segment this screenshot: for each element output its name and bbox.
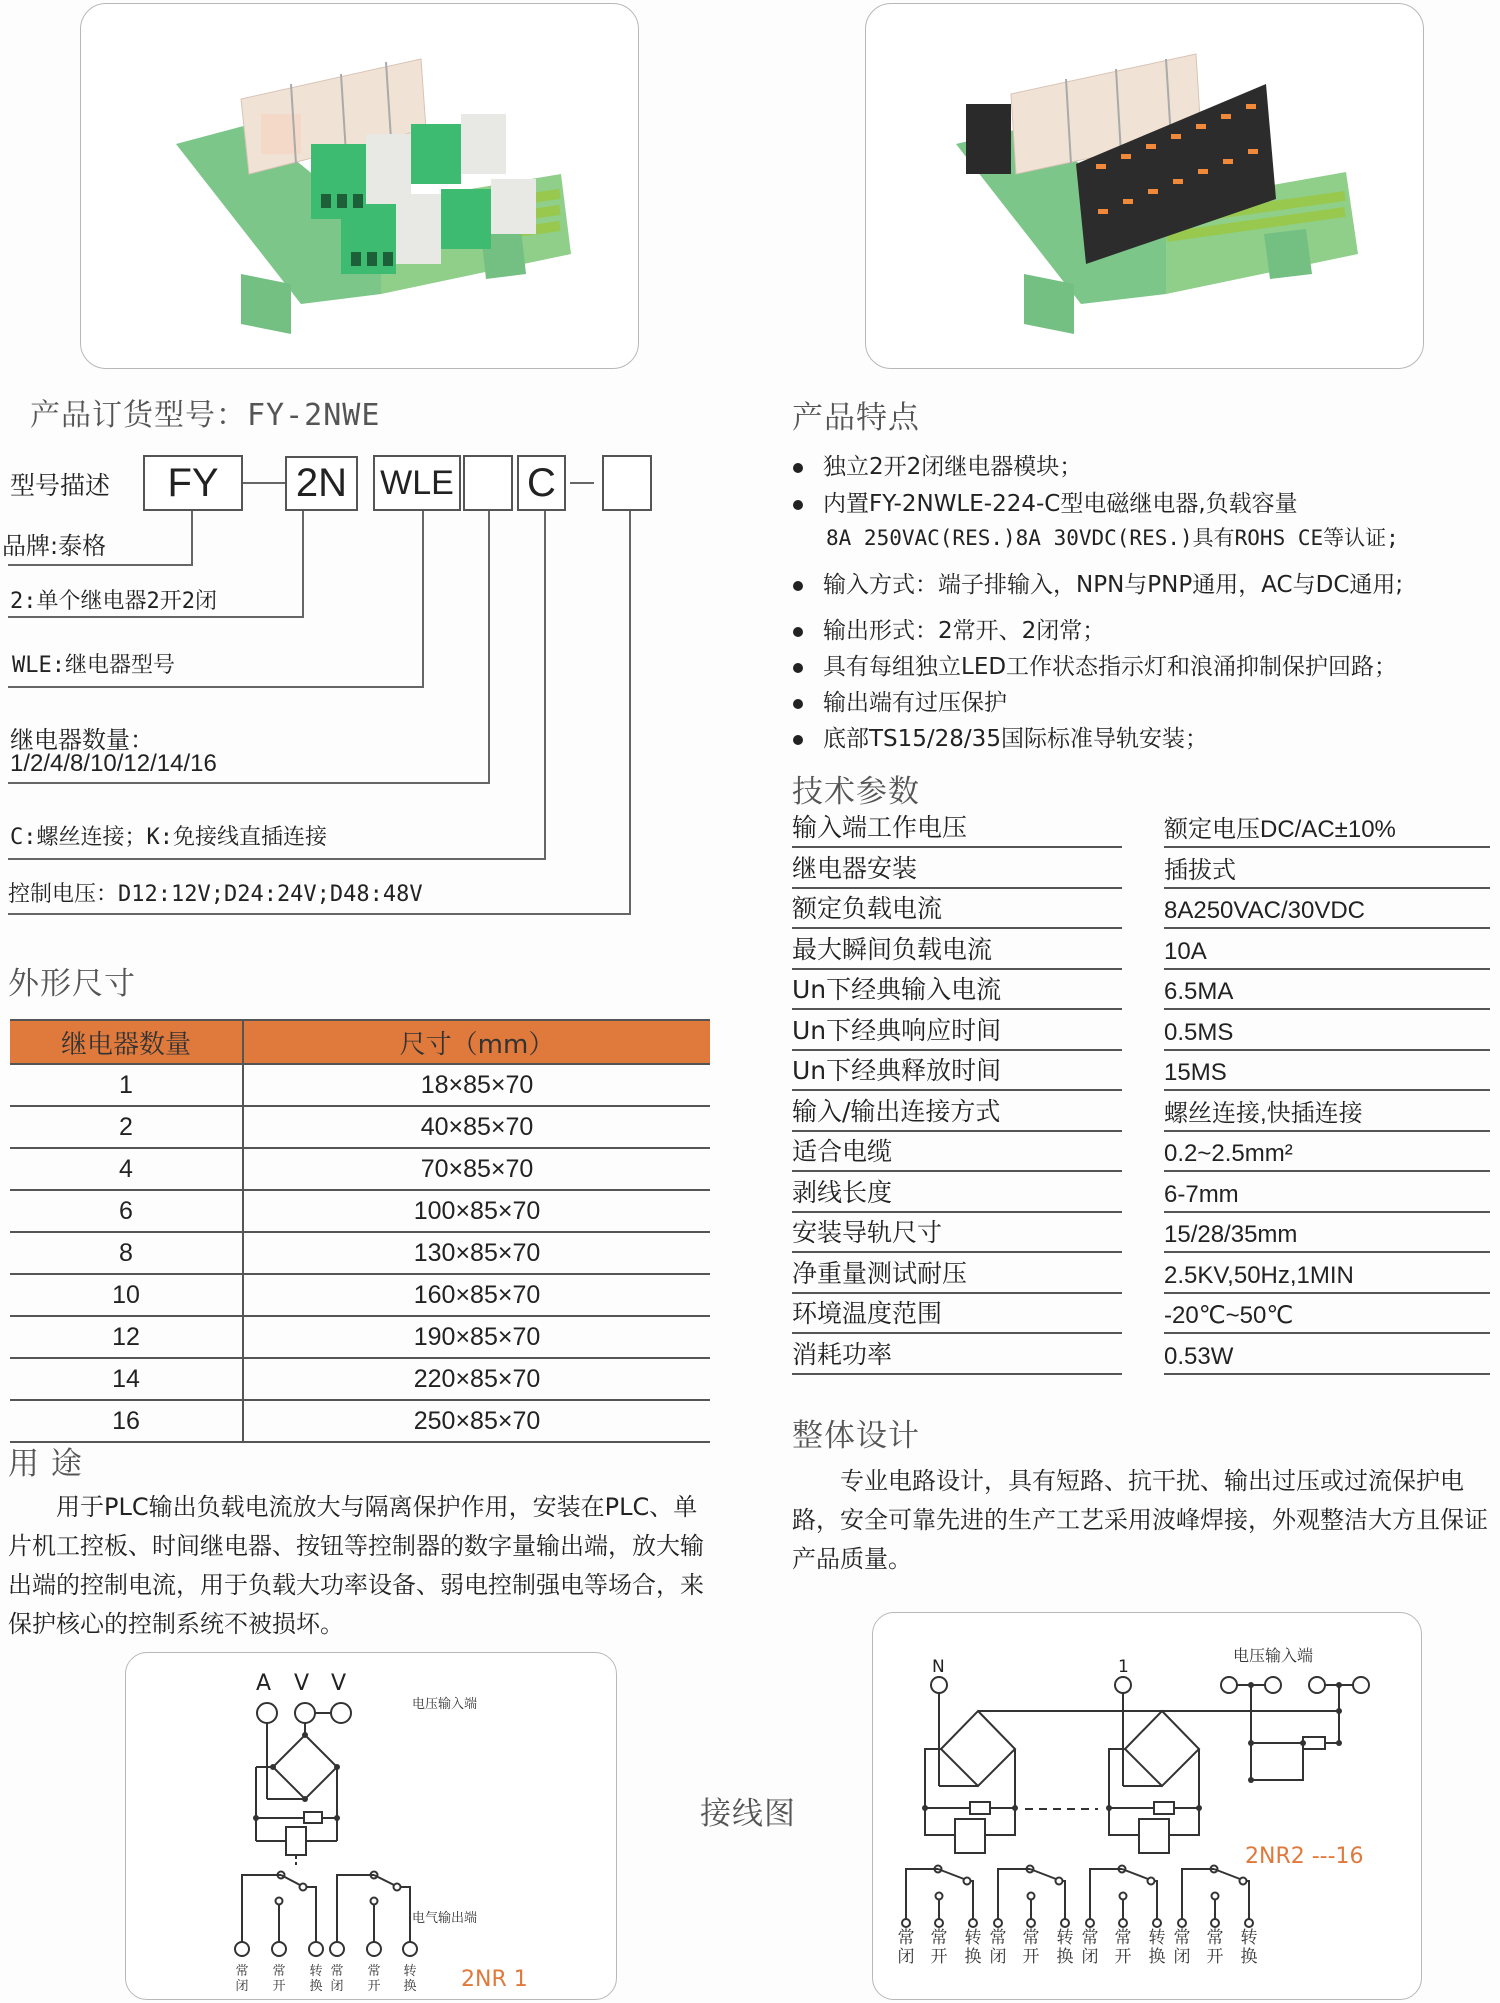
usage-text: 用于PLC输出负载电流放大与隔离保护作用，安装在PLC、单片机工控板、时间继电器、按钮等控制器的数字量输出端，放大输出端的控制电流，用于负载大功率设备、弱电控制强电等场合，来保护核心的控制系统不被损坏。	[8, 1493, 704, 1638]
leader-line	[8, 616, 304, 618]
spec-label: 净重量测试耐压	[792, 1258, 968, 1288]
leader-line	[629, 511, 631, 914]
contact-label: 开	[1206, 1947, 1224, 1967]
input-terminal-label: 电压输入端	[412, 1697, 478, 1712]
spec-row	[792, 889, 1492, 929]
legend-voltage: 控制电压：D12:12V;D24:24V;D48:48V	[8, 882, 423, 907]
contact-label: 开	[1022, 1947, 1040, 1967]
bullet-icon	[793, 581, 803, 591]
size: 40×85×70	[243, 1106, 710, 1148]
contact-wire	[1120, 1893, 1127, 1900]
spec-value: 15/28/35mm	[1164, 1221, 1298, 1248]
contact-label: 换	[1148, 1947, 1166, 1967]
relay-count: 4	[10, 1148, 243, 1190]
input-terminal-label: 电压输入端	[1233, 1646, 1314, 1665]
contact-label: 闭	[1081, 1947, 1099, 1967]
contact-label: 常	[930, 1928, 948, 1948]
spec-value: 额定电压DC/AC±10%	[1164, 816, 1396, 843]
bullet-icon	[793, 627, 803, 637]
contact-wire	[1062, 1881, 1065, 1919]
spec-label: 适合电缆	[792, 1137, 893, 1166]
leader-line	[191, 511, 193, 565]
connector-line	[243, 482, 285, 484]
spec-label: Un下经典输入电流	[792, 975, 1002, 1004]
spec-row	[792, 1092, 1492, 1132]
relay-count: 14	[10, 1358, 243, 1400]
design-text: 专业电路设计，具有短路、抗干扰、输出过压或过流保护电路，安全可靠先进的生产工艺采用波峰焊接，外观整洁大方且保证产品质量。	[792, 1467, 1488, 1573]
contact-wire	[994, 1919, 1002, 1927]
contact-wire	[1028, 1893, 1035, 1900]
order-model-title: 产品订货型号：FY-2NWE	[30, 398, 381, 433]
spec-label: 继电器安装	[792, 853, 918, 883]
spec-label: 剥线长度	[792, 1177, 893, 1207]
contact-label: 常	[1173, 1928, 1191, 1948]
table-row	[10, 1190, 710, 1232]
spec-row	[792, 808, 1492, 848]
size: 100×85×70	[243, 1190, 710, 1232]
contact-label: 开	[367, 1979, 381, 1994]
leader-line	[8, 858, 546, 860]
contact-wire	[1090, 1869, 1122, 1919]
contact-label: 换	[309, 1979, 323, 1994]
terminal-label: V	[331, 1671, 347, 1696]
size: 220×85×70	[243, 1358, 710, 1400]
relay-count: 12	[10, 1316, 243, 1358]
contact-wire	[1119, 1919, 1127, 1927]
feature-text: 独立2开2闭继电器模块；	[823, 454, 1083, 480]
terminal-label: V	[294, 1671, 310, 1696]
contact-label: 转	[309, 1964, 323, 1979]
spec-row	[792, 849, 1492, 889]
feature-item	[793, 720, 1208, 753]
model-box-voltage	[602, 455, 652, 511]
spec-value: 15MS	[1164, 1059, 1227, 1086]
wiring-diagram-single	[125, 1652, 617, 2000]
contact-wire	[935, 1919, 943, 1927]
leader-line	[8, 782, 490, 784]
table-header-row	[10, 1020, 710, 1064]
wiring-label: 接线图	[700, 1796, 796, 1832]
contact-label: 常	[330, 1964, 344, 1979]
legend-connection: C:螺丝连接；K:免接线直插连接	[10, 825, 327, 850]
relay-count: 1	[10, 1064, 243, 1106]
spec-value: 2.5KV,50Hz,1MIN	[1164, 1261, 1354, 1289]
spec-row	[792, 1254, 1492, 1294]
legend-type: 2:单个继电器2开2闭	[10, 589, 217, 614]
terminal-label: N	[932, 1657, 945, 1677]
leader-line	[302, 511, 304, 617]
spec-row	[792, 1213, 1492, 1253]
spec-row	[792, 930, 1492, 970]
dimensions-title: 外形尺寸	[8, 966, 136, 1002]
contact-label: 换	[1240, 1947, 1258, 1967]
table-row	[10, 1106, 710, 1148]
contact-label: 常	[367, 1964, 381, 1979]
leader-line	[422, 511, 424, 687]
contact-label: 开	[930, 1947, 948, 1967]
legend-count-label: 继电器数量：	[10, 726, 154, 754]
size: 18×85×70	[243, 1064, 710, 1106]
relay-count: 10	[10, 1274, 243, 1316]
contact-wire	[1154, 1881, 1157, 1919]
table-row	[10, 1148, 710, 1190]
feature-item	[793, 684, 1007, 717]
spec-value: 螺丝连接,快插连接	[1164, 1099, 1363, 1127]
spec-label: 额定负载电流	[792, 894, 943, 923]
circuit-schematic	[126, 1653, 616, 1999]
feature-text: 输出端有过压保护	[823, 690, 1007, 716]
column-header: 继电器数量	[10, 1020, 243, 1064]
specs-title: 技术参数	[792, 774, 920, 810]
contact-label: 闭	[897, 1947, 915, 1967]
spec-row	[792, 1294, 1492, 1334]
legend-brand: 品牌:泰格	[2, 532, 107, 560]
contact-wire	[1246, 1881, 1249, 1919]
size: 130×85×70	[243, 1232, 710, 1274]
bullet-icon	[793, 663, 803, 673]
relay-count: 8	[10, 1232, 243, 1274]
contact-label: 常	[272, 1964, 286, 1979]
size: 190×85×70	[243, 1316, 710, 1358]
contact-label: 转	[964, 1928, 982, 1948]
contact-wire	[1086, 1919, 1094, 1927]
usage-title: 用 途	[8, 1446, 83, 1482]
contact-label: 常	[1206, 1928, 1224, 1948]
relay-count: 2	[10, 1106, 243, 1148]
spec-label: 环境温度范围	[792, 1299, 943, 1328]
contact-label: 常	[1081, 1928, 1099, 1948]
contact-label: 换	[403, 1979, 417, 1994]
feature-item	[793, 566, 1403, 599]
spec-label: 最大瞬间负载电流	[792, 934, 993, 964]
contact-wire	[936, 1893, 943, 1900]
spec-value: 6.5MA	[1164, 978, 1234, 1005]
contact-wire	[969, 1919, 977, 1927]
contact-wire	[970, 1881, 973, 1919]
contact-label: 开	[272, 1979, 286, 1994]
contact-label: 常	[235, 1964, 249, 1979]
model-label: 2NR 1	[461, 1967, 528, 1992]
relay-module-illustration	[866, 4, 1423, 368]
product-photo-pushin	[865, 3, 1424, 369]
feature-text: 输出形式：2常开、2闭常；	[823, 618, 1106, 644]
contact-wire	[1211, 1919, 1219, 1927]
size: 70×85×70	[243, 1148, 710, 1190]
spec-value: 6-7mm	[1164, 1180, 1239, 1208]
model-box-brand: FY	[143, 455, 243, 511]
spec-value: -20℃~50℃	[1164, 1302, 1294, 1329]
feature-item	[793, 612, 1105, 645]
contact-labels	[898, 1928, 1258, 1967]
relay-count: 6	[10, 1190, 243, 1232]
table-row	[10, 1400, 710, 1442]
spec-value: 10A	[1164, 937, 1207, 965]
feature-text: 输入方式：端子排输入，NPN与PNP通用，AC与DC通用;	[823, 572, 1404, 598]
spec-row	[792, 970, 1492, 1010]
contact-wire	[964, 1878, 971, 1885]
column-header: 尺寸（mm）	[243, 1020, 710, 1064]
feature-text: 内置FY-2NWLE-224-C型电磁继电器,负载容量	[823, 491, 1298, 517]
leader-line	[488, 511, 490, 783]
feature-text: 具有每组独立LED工作状态指示灯和浪涌抑制保护回路；	[823, 654, 1398, 680]
features-title: 产品特点	[792, 400, 920, 436]
spec-row	[792, 1132, 1492, 1172]
contact-label: 转	[1148, 1928, 1166, 1948]
connector-line	[570, 482, 594, 484]
contact-wire	[1056, 1878, 1063, 1885]
bullet-icon	[793, 699, 803, 709]
spec-label: Un下经典响应时间	[792, 1015, 1002, 1045]
feature-text: 底部TS15/28/35国际标准导轨安装；	[823, 726, 1208, 752]
output-terminal-label: 电气输出端	[412, 1911, 478, 1926]
leader-line	[544, 511, 546, 859]
spec-label: 输入端工作电压	[792, 813, 968, 842]
size: 160×85×70	[243, 1274, 710, 1316]
contact-label: 转	[403, 1964, 417, 1979]
product-photo-screw	[80, 3, 639, 369]
contact-label: 开	[1114, 1947, 1132, 1967]
model-box-connection: C	[517, 455, 566, 511]
legend-relay: WLE:继电器型号	[12, 653, 175, 678]
table-row	[10, 1316, 710, 1358]
table-row	[10, 1232, 710, 1274]
spec-value: 0.53W	[1164, 1342, 1234, 1370]
feature-item-continued	[826, 522, 1399, 552]
circuit-schematic	[873, 1613, 1421, 1999]
bullet-icon	[793, 463, 803, 473]
contact-wire	[1182, 1869, 1214, 1919]
legend-count-values: 1/2/4/8/10/12/14/16	[10, 750, 217, 777]
contact-label: 常	[897, 1928, 915, 1948]
contact-label: 常	[989, 1928, 1007, 1948]
spec-value: 0.5MS	[1164, 1018, 1234, 1046]
spec-row	[792, 1173, 1492, 1213]
relay-module-illustration	[81, 4, 638, 368]
leader-line	[8, 913, 631, 915]
contact-wire	[1027, 1919, 1035, 1927]
contact-label: 常	[1022, 1928, 1040, 1948]
spec-value: 插拔式	[1164, 856, 1236, 884]
contact-wire	[902, 1919, 910, 1927]
wiring-diagram-multi	[872, 1612, 1422, 2000]
contact-wire	[998, 1869, 1030, 1919]
model-box-type: 2N	[285, 456, 358, 511]
spec-row	[792, 1051, 1492, 1091]
leader-line	[8, 564, 193, 566]
contact-label: 闭	[235, 1979, 249, 1994]
contact-label: 闭	[330, 1979, 344, 1994]
spec-row	[792, 1335, 1492, 1375]
contact-label: 转	[1240, 1928, 1258, 1948]
contact-label: 换	[1056, 1947, 1074, 1967]
dimensions-table	[10, 1019, 710, 1443]
spec-label: 安装导轨尺寸	[792, 1218, 943, 1247]
divider	[1164, 1373, 1490, 1375]
terminal-label: 1	[1118, 1657, 1129, 1677]
contact-wire	[1153, 1919, 1161, 1927]
model-box-relay: WLE	[373, 455, 461, 511]
contact-label: 转	[1056, 1928, 1074, 1948]
contact-wire	[1245, 1919, 1253, 1927]
spec-row	[792, 1011, 1492, 1051]
table-row	[10, 1274, 710, 1316]
leader-line	[8, 686, 424, 688]
table-row	[10, 1064, 710, 1106]
bullet-icon	[793, 500, 803, 510]
model-desc-label: 型号描述	[10, 471, 111, 500]
contact-label: 换	[964, 1947, 982, 1967]
contact-label: 常	[1114, 1928, 1132, 1948]
design-title: 整体设计	[792, 1418, 920, 1454]
contact-labels	[235, 1963, 416, 1994]
feature-item	[793, 448, 1082, 481]
feature-item	[793, 648, 1397, 681]
terminal-label: A	[256, 1671, 272, 1696]
contact-wire	[1178, 1919, 1186, 1927]
contact-label: 闭	[1173, 1947, 1191, 1967]
relay-count: 16	[10, 1400, 243, 1442]
table-row	[10, 1358, 710, 1400]
feature-item	[793, 485, 1298, 518]
contact-wire	[1148, 1878, 1155, 1885]
contact-wire	[1240, 1878, 1247, 1885]
size: 250×85×70	[243, 1400, 710, 1442]
spec-value: 8A250VAC/30VDC	[1164, 897, 1365, 924]
divider	[792, 1373, 1122, 1375]
feature-text: 8A 250VAC(RES.)8A 30VDC(RES.)具有ROHS CE等认证;	[826, 526, 1399, 550]
contact-wire	[1061, 1919, 1069, 1927]
contact-wire	[906, 1869, 938, 1919]
model-label: 2NR2 ---16	[1245, 1844, 1364, 1869]
contact-label: 闭	[989, 1947, 1007, 1967]
spec-label: Un下经典释放时间	[792, 1056, 1002, 1085]
bullet-icon	[793, 735, 803, 745]
spec-label: 输入/输出连接方式	[792, 1096, 1001, 1126]
contact-wire	[1212, 1893, 1219, 1900]
model-box-count	[463, 455, 513, 511]
spec-value: 0.2~2.5mm²	[1164, 1140, 1293, 1167]
spec-label: 消耗功率	[792, 1339, 893, 1369]
